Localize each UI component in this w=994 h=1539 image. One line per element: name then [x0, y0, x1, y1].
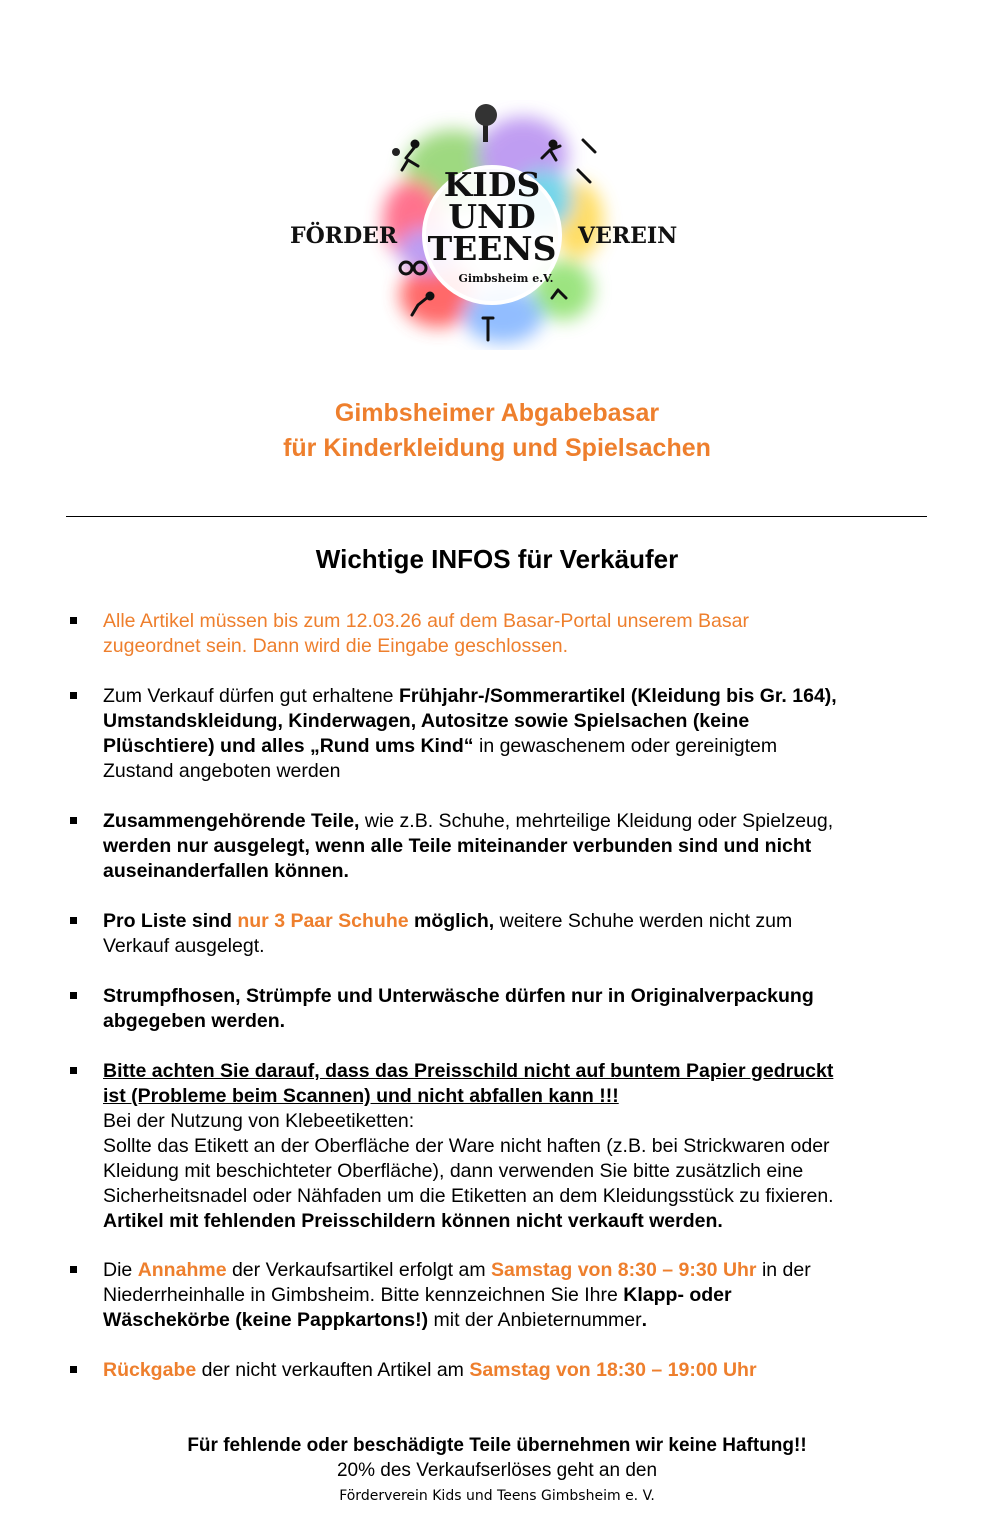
item-text: Zustand angeboten werden: [103, 760, 341, 782]
list-item-acceptance: [103, 1258, 933, 1333]
footer-proceeds: 20% des Verkaufserlöses geht an den: [336, 1460, 658, 1481]
item-text-bold: Frühjahr-/Sommerartikel (Kleidung bis Gr. 164),: [398, 685, 837, 707]
item-text-highlight: Rückgabe: [103, 1359, 197, 1381]
item-text: Sollte das Etikett an der Oberfläche der Ware nicht haften (z.B. bei Strickwaren oder: [103, 1135, 830, 1157]
list-item-deadline: [103, 609, 933, 659]
item-text: weitere Schuhe werden nicht zum: [494, 910, 793, 932]
item-text: der nicht verkauften Artikel am: [196, 1359, 470, 1381]
item-text: Die: [103, 1259, 138, 1281]
kids-teens-activity-logo-icon: [288, 100, 688, 350]
bullet-icon: [70, 817, 77, 824]
item-text: Bei der Nutzung von Klebeetiketten:: [103, 1110, 415, 1132]
footer-association: Förderverein Kids und Teens Gimbsheim e. V.: [339, 1488, 655, 1504]
bullet-icon: [70, 692, 77, 699]
list-item-return: [103, 1358, 933, 1383]
item-text-highlight: Annahme: [137, 1259, 227, 1281]
logo-und-text: UND: [448, 197, 536, 236]
item-text-bold: Plüschtiere) und alles „Rund ums Kind“: [103, 735, 474, 757]
item-text: Niederrheinhalle in Gimbsheim. Bitte kennzeichnen Sie Ihre: [103, 1284, 624, 1306]
bullet-icon: [70, 917, 77, 924]
item-text: Kleidung mit beschichteter Oberfläche), dann verwenden Sie bitte zusätzlich eine: [103, 1160, 804, 1182]
footer-liability: Für fehlende oder beschädigte Teile übernehmen wir keine Haftung!!: [187, 1435, 807, 1456]
item-text-underlined: ist (Probleme beim Scannen) und nicht abfallen kann !!!: [103, 1085, 619, 1107]
item-text: der Verkaufsartikel erfolgt am: [226, 1259, 491, 1281]
item-text-bold: .: [641, 1309, 648, 1331]
item-text-bold: Zusammengehörende Teile,: [103, 810, 360, 832]
item-text: mit der Anbieternummer: [428, 1309, 642, 1331]
item-text: in der: [756, 1259, 811, 1281]
title-line-1: Gimbsheimer Abgabebasar: [334, 399, 660, 427]
divider: [66, 516, 927, 517]
item-text: Verkauf ausgelegt.: [103, 935, 265, 957]
bullet-icon: [70, 1366, 77, 1373]
item-text: zugeordnet sein. Dann wird die Eingabe geschlossen.: [103, 635, 569, 657]
item-text-bold: Strumpfhosen, Strümpfe und Unterwäsche dürfen nur in Originalverpackung: [103, 985, 814, 1007]
item-text-bold: abgegeben werden.: [103, 1010, 286, 1032]
item-text-underlined: Bitte achten Sie darauf, dass das Preisschild nicht auf buntem Papier gedruckt: [103, 1060, 834, 1082]
section-heading: Wichtige INFOS für Verkäufer: [315, 544, 679, 574]
item-text-bold: werden nur ausgelegt, wenn alle Teile miteinander verbunden sind und nicht: [103, 835, 812, 857]
item-text-bold: Umstandskleidung, Kinderwagen, Autositze sowie Spielsachen (keine: [103, 710, 750, 732]
item-text-bold: auseinanderfallen können.: [103, 860, 349, 882]
bullet-icon: [70, 617, 77, 624]
bullet-icon: [70, 992, 77, 999]
logo-verein-text: VEREIN: [578, 223, 678, 249]
item-text-bold: Pro Liste sind: [103, 910, 238, 932]
item-text-highlight: Samstag von 18:30 – 19:00 Uhr: [469, 1359, 757, 1381]
item-text: Sicherheitsnadel oder Nähfaden um die Etiketten an dem Kleidungsstück zu fixieren.: [103, 1185, 834, 1207]
list-item-allowed-articles: [103, 684, 933, 784]
logo-foerder-text: FÖRDER: [290, 223, 398, 249]
bullet-icon: [70, 1067, 77, 1074]
logo-place-text: Gimbsheim e.V.: [458, 272, 554, 285]
bullet-icon: [70, 1266, 77, 1273]
list-item-stockings: [103, 984, 933, 1034]
logo-kids-text: KIDS: [443, 165, 541, 204]
item-text-bold: Wäschekörbe (keine Pappkartons!): [103, 1309, 429, 1331]
item-text: in gewaschenem oder gereinigtem: [473, 735, 778, 757]
title-line-2: für Kinderkleidung und Spielsachen: [283, 434, 711, 462]
logo-teens-text: TEENS: [427, 229, 557, 268]
item-text: Zum Verkauf dürfen gut erhaltene: [103, 685, 399, 707]
item-text-bold: Artikel mit fehlenden Preisschildern können nicht verkauft werden.: [103, 1210, 723, 1232]
list-item-price-tags: [103, 1059, 933, 1234]
list-item-matching-parts: [103, 809, 933, 884]
list-item-shoes: [103, 909, 933, 959]
item-text: Alle Artikel müssen bis zum 12.03.26 auf dem Basar-Portal unserem Basar: [103, 610, 749, 632]
item-text: wie z.B. Schuhe, mehrteilige Kleidung oder Spielzeug,: [359, 810, 834, 832]
item-text-highlight: Samstag von 8:30 – 9:30 Uhr: [491, 1259, 757, 1281]
item-text-highlight: nur 3 Paar Schuhe: [237, 910, 409, 932]
item-text-bold: Klapp- oder: [623, 1284, 732, 1306]
logo: [288, 100, 688, 350]
item-text-bold: möglich,: [408, 910, 495, 932]
